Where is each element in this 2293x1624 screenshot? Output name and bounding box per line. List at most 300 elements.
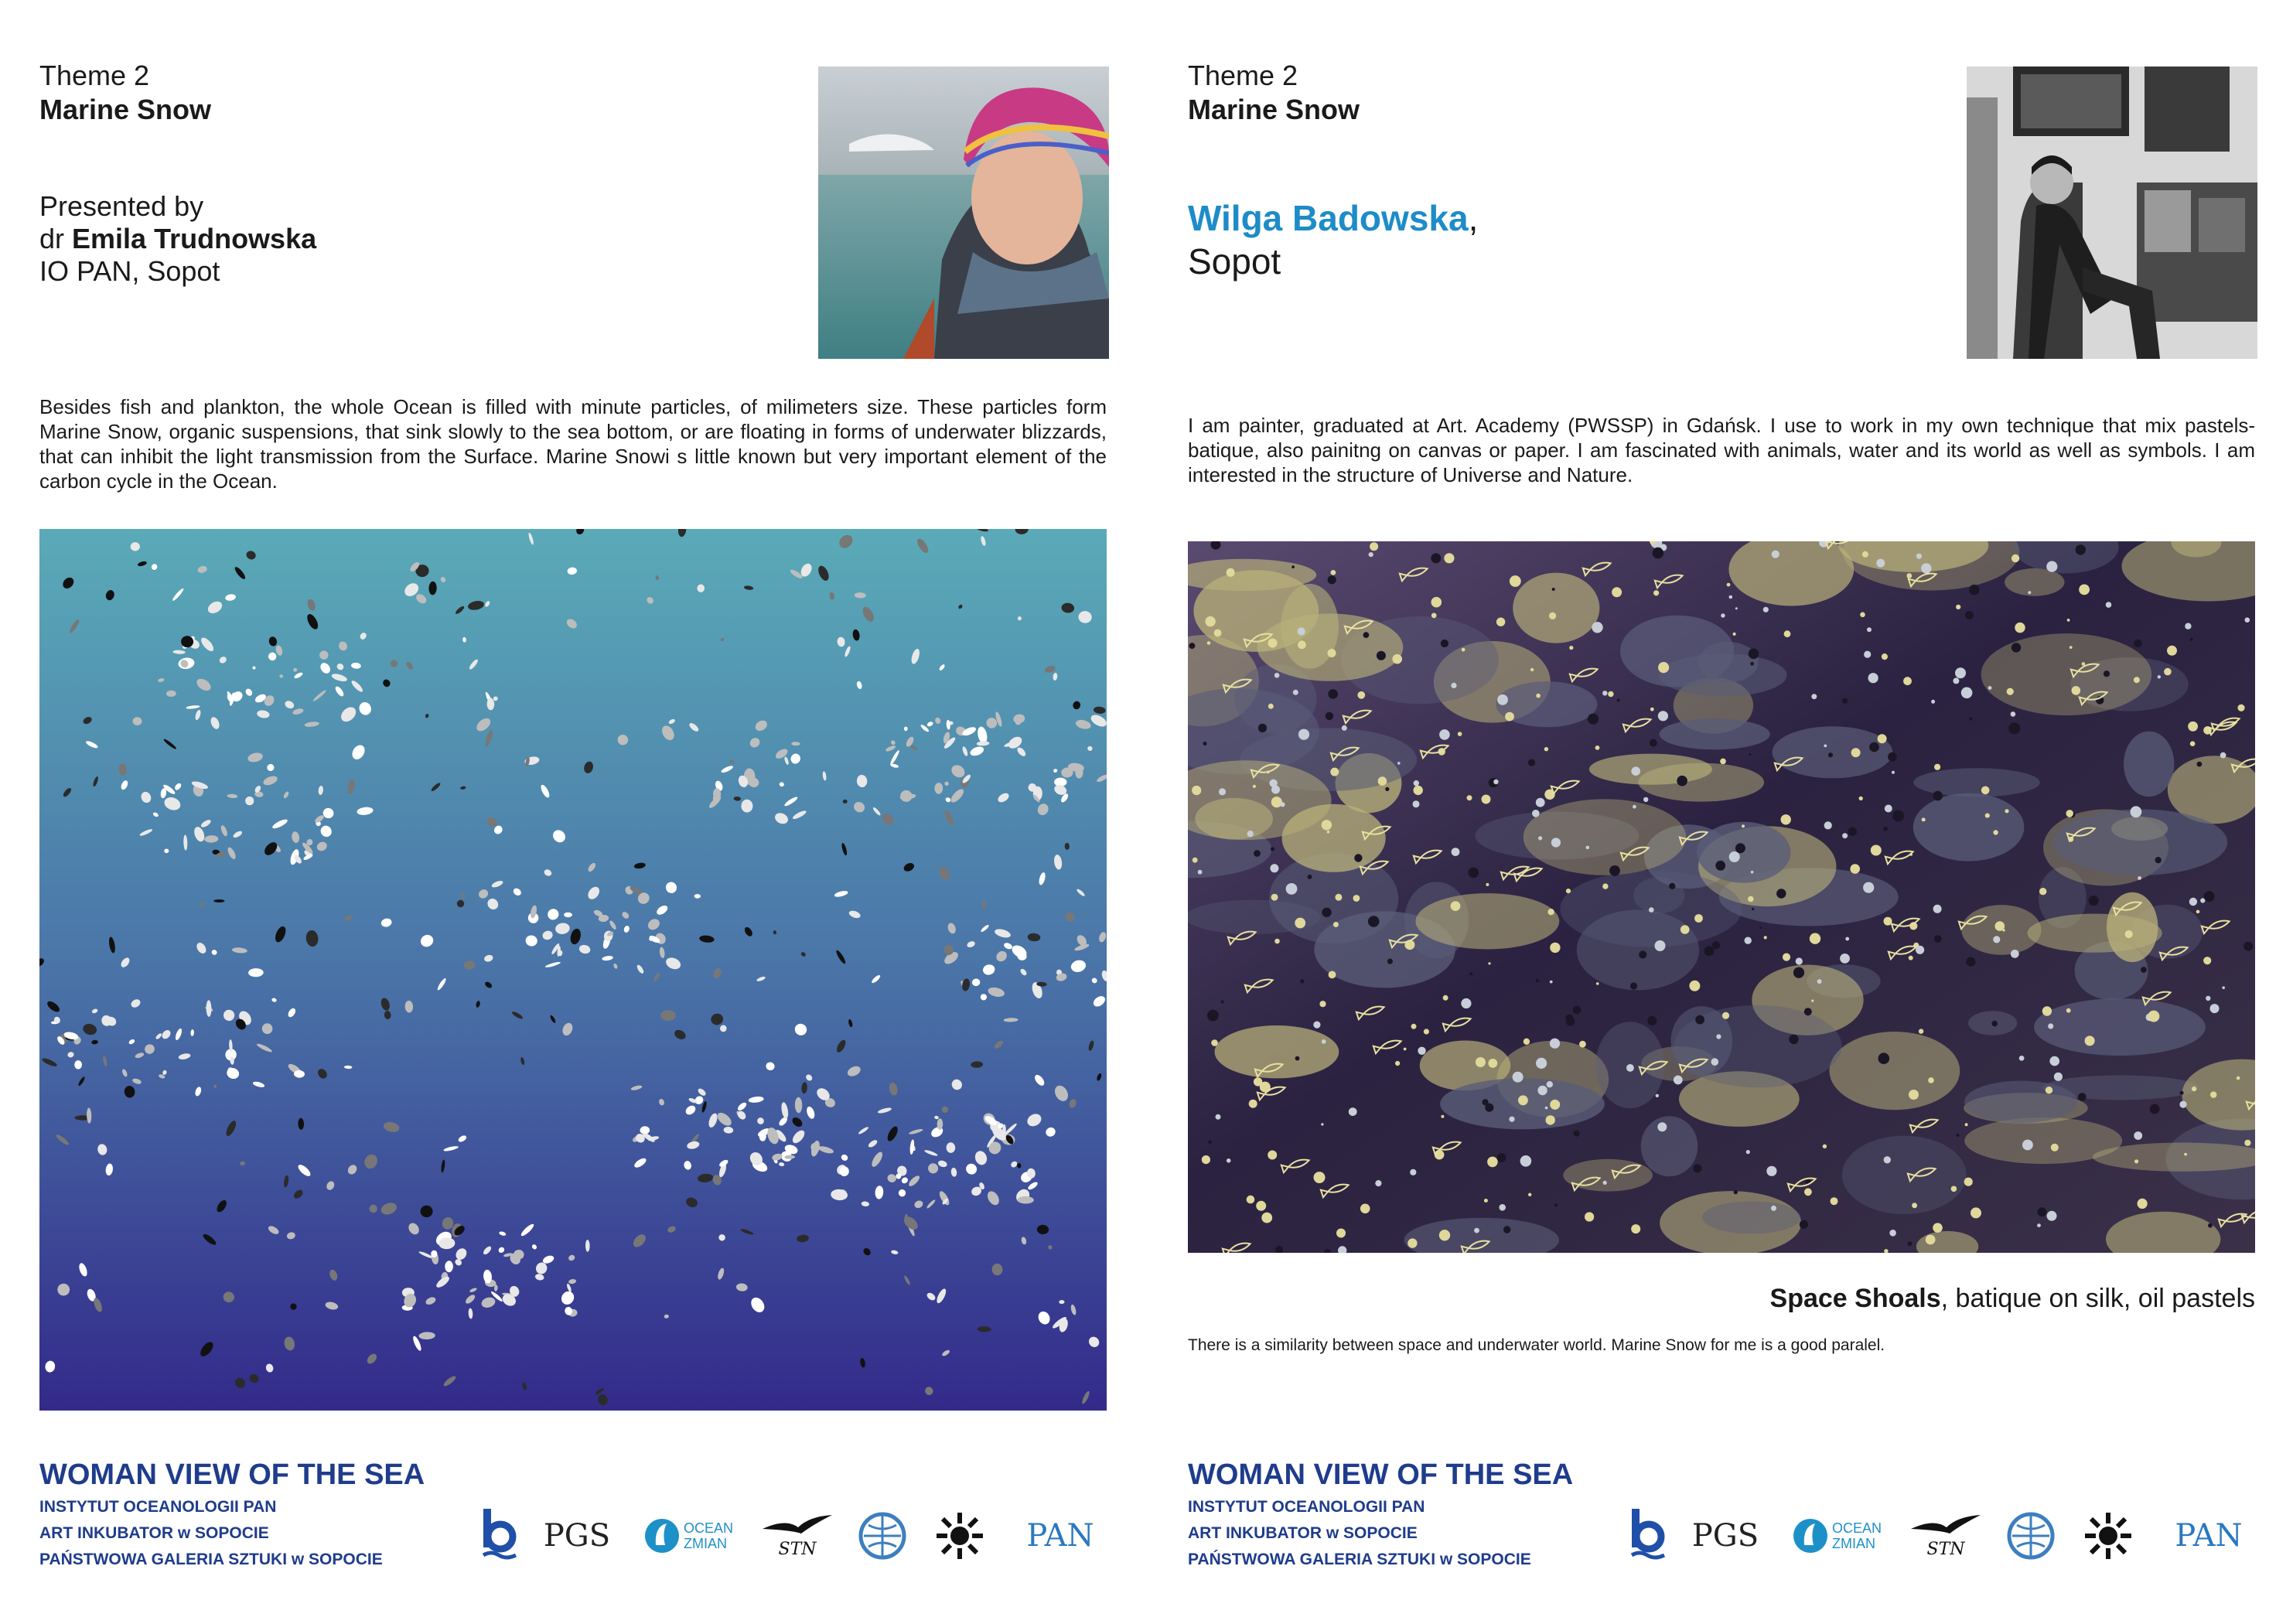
batik-speck xyxy=(1510,575,1521,587)
batik-speck xyxy=(1274,939,1280,944)
batik-speck xyxy=(1988,686,1992,690)
batik-speck xyxy=(2164,668,2172,676)
batik-speck xyxy=(1536,1058,1547,1069)
batik-speck xyxy=(1462,648,1466,652)
sun-emblem-icon xyxy=(933,1505,987,1567)
batik-speck xyxy=(1934,935,1942,943)
batik-speck xyxy=(2206,996,2210,1001)
batik-speck xyxy=(1467,795,1472,800)
batik-speck xyxy=(1993,936,2000,943)
pgs-logo: PGS xyxy=(543,1518,611,1554)
batik-speck xyxy=(1735,843,1745,853)
batik-patch xyxy=(1773,726,1893,778)
batik-speck xyxy=(1375,1180,1381,1186)
batik-speck xyxy=(1205,616,1215,626)
batik-speck xyxy=(2046,561,2057,572)
batik-speck xyxy=(2078,1093,2087,1101)
batik-speck xyxy=(1219,788,1226,795)
batik-speck xyxy=(1633,805,1636,809)
batik-speck xyxy=(1669,883,1675,889)
artwork-title: Space Shoals xyxy=(1769,1284,1941,1313)
batik-speck xyxy=(1329,971,1336,979)
batik-speck xyxy=(1650,739,1657,747)
batik-speck xyxy=(1451,683,1456,688)
batik-speck xyxy=(1934,764,1940,770)
footer-line-2: ART INKUBATOR w SOPOCIE xyxy=(39,1524,269,1542)
batik-speck xyxy=(1496,618,1505,626)
batik-speck xyxy=(2196,910,2200,914)
footer-title: WOMAN VIEW OF THE SEA xyxy=(39,1459,425,1491)
batik-speck xyxy=(1995,921,2005,931)
batik-speck xyxy=(2019,1056,2025,1061)
batik-speck xyxy=(2222,986,2225,989)
batik-speck xyxy=(1528,1193,1531,1196)
batik-speck xyxy=(1921,563,1931,573)
batik-speck xyxy=(2180,1091,2184,1095)
batik-speck xyxy=(1595,745,1600,750)
artist-note: There is a similarity between space and underwater world. Marine Snow for me is a good paralel. xyxy=(1188,1336,1885,1354)
batik-speck xyxy=(1609,865,1620,876)
batik-speck xyxy=(2076,544,2086,554)
batik-patch xyxy=(1913,793,2025,861)
batik-speck xyxy=(1643,797,1648,802)
batik-speck xyxy=(1933,791,1943,801)
footer-line-3: PAŃSTWOWA GALERIA SZTUKI w SOPOCIE xyxy=(1188,1551,1531,1568)
batik-speck xyxy=(2125,930,2133,938)
batik-speck xyxy=(1319,1001,1326,1007)
batik-speck xyxy=(1876,559,1885,568)
batik-speck xyxy=(1254,850,1261,857)
batik-speck xyxy=(1258,724,1267,732)
batik-speck xyxy=(1249,1100,1257,1108)
batik-speck xyxy=(1909,956,1913,960)
batik-speck xyxy=(1656,1094,1659,1097)
batik-speck xyxy=(1271,894,1278,901)
batik-speck xyxy=(1545,1107,1548,1110)
batik-speck xyxy=(2085,1035,2095,1046)
batik-speck xyxy=(1357,691,1365,699)
ocean-wave-icon xyxy=(645,1514,679,1557)
batik-speck xyxy=(1961,687,1973,699)
batik-speck xyxy=(1313,1022,1320,1029)
batik-speck xyxy=(1793,967,1804,978)
batik-speck xyxy=(1377,651,1386,660)
footer-title: WOMAN VIEW OF THE SEA xyxy=(1188,1459,1574,1491)
batik-speck xyxy=(1969,585,1979,595)
batik-speck xyxy=(2011,554,2019,562)
batik-speck xyxy=(1488,962,1490,964)
left-panel xyxy=(39,0,1107,1624)
snow-particle xyxy=(74,1060,82,1069)
batik-speck xyxy=(2189,898,2197,906)
batik-speck xyxy=(1889,1230,1896,1237)
batik-speck xyxy=(1586,846,1590,850)
batik-speck xyxy=(1693,1164,1701,1172)
batik-speck xyxy=(1554,1203,1558,1206)
batik-speck xyxy=(1493,780,1498,784)
batik-speck xyxy=(1518,1095,1528,1105)
batik-speck xyxy=(2141,967,2147,973)
batik-speck xyxy=(1536,979,1539,982)
batik-speck xyxy=(1750,662,1754,666)
batik-speck xyxy=(1330,768,1339,776)
batik-speck xyxy=(2197,762,2203,767)
batik-speck xyxy=(1763,607,1769,612)
batik-speck xyxy=(2134,677,2140,683)
batik-speck xyxy=(2208,1223,2213,1228)
batik-speck xyxy=(2244,1140,2250,1146)
batik-speck xyxy=(2008,722,2020,734)
batik-patch xyxy=(1660,718,1770,749)
snow-particle xyxy=(843,800,848,803)
batik-speck xyxy=(1933,1223,1943,1233)
batik-speck xyxy=(1544,747,1548,751)
batik-speck xyxy=(1461,998,1471,1008)
batik-speck xyxy=(2051,1144,2059,1151)
batik-speck xyxy=(1326,712,1333,720)
batik-speck xyxy=(1824,821,1832,829)
batik-speck xyxy=(1203,742,1207,745)
batik-speck xyxy=(1746,1150,1750,1154)
batik-speck xyxy=(1969,717,1972,720)
batik-speck xyxy=(1497,1153,1506,1162)
batik-speck xyxy=(1650,708,1654,711)
batik-speck xyxy=(2244,942,2253,951)
batik-speck xyxy=(1418,1047,1425,1055)
batik-speck xyxy=(1823,1145,1827,1148)
artist-comma: , xyxy=(1468,198,1479,238)
batik-speck xyxy=(1193,858,1198,863)
batik-speck xyxy=(1655,940,1666,951)
ocean-logo-line-1: OCEAN xyxy=(683,1520,733,1536)
batik-speck xyxy=(2184,1153,2187,1156)
batik-speck xyxy=(1211,1039,1218,1046)
batik-patch xyxy=(1215,1025,1339,1078)
batik-speck xyxy=(1926,1235,1936,1245)
batik-speck xyxy=(1353,895,1360,902)
batik-speck xyxy=(2046,1087,2052,1093)
presenter-photo xyxy=(818,67,1109,359)
batik-speck xyxy=(2150,1104,2160,1114)
batik-speck xyxy=(1370,542,1378,551)
batik-speck xyxy=(1538,836,1542,840)
batik-speck xyxy=(1469,972,1472,975)
batik-speck xyxy=(1532,810,1540,817)
batik-speck xyxy=(1677,776,1687,786)
batik-speck xyxy=(1771,1206,1776,1211)
batik-speck xyxy=(1271,786,1280,794)
batik-speck xyxy=(2070,646,2073,649)
batik-speck xyxy=(1528,759,1535,766)
batik-speck xyxy=(1336,1229,1346,1238)
batik-patch xyxy=(1513,573,1599,643)
batik-speck xyxy=(2192,1087,2196,1091)
batik-speck xyxy=(2210,1091,2216,1097)
batik-speck xyxy=(2011,950,2019,958)
batik-speck xyxy=(1749,753,1752,756)
batik-speck xyxy=(1716,1034,1721,1039)
batik-speck xyxy=(1573,1006,1582,1015)
batik-speck xyxy=(1878,1053,1890,1064)
batik-speck xyxy=(1953,677,1959,684)
batik-speck xyxy=(1513,1072,1524,1083)
batik-speck xyxy=(1985,814,1990,818)
batik-speck xyxy=(1227,1158,1231,1163)
batik-speck xyxy=(1631,766,1640,776)
batik-speck xyxy=(2190,638,2193,641)
batik-patch xyxy=(2124,732,2174,797)
batik-speck xyxy=(1247,831,1254,837)
batik-speck xyxy=(1811,1000,1814,1002)
batik-patch xyxy=(1659,654,1787,697)
batik-speck xyxy=(2037,1223,2041,1227)
batik-speck xyxy=(1766,1166,1776,1176)
batik-speck xyxy=(1566,889,1571,893)
batik-speck xyxy=(1485,1104,1493,1112)
batik-speck xyxy=(2131,806,2142,817)
batik-speck xyxy=(1476,1057,1486,1067)
batik-speck xyxy=(1748,896,1754,902)
batik-speck xyxy=(1951,1186,1957,1192)
stn-logo: STN xyxy=(1911,1505,1981,1567)
batik-patch xyxy=(1981,633,2152,715)
batik-speck xyxy=(1270,864,1278,872)
presenter-line xyxy=(39,223,316,255)
batik-speck xyxy=(2005,809,2008,813)
batik-speck xyxy=(1331,570,1336,575)
batik-speck xyxy=(1965,611,1974,619)
batik-speck xyxy=(1414,786,1423,795)
batik-patch xyxy=(1524,799,1686,875)
footer-line-3: PAŃSTWOWA GALERIA SZTUKI w SOPOCIE xyxy=(39,1551,383,1568)
batik-speck xyxy=(2179,1101,2186,1108)
batik-speck xyxy=(1360,1204,1370,1214)
description-text: I am painter, graduated at Art. Academy (PWSSP) in Gdańsk. I use to work in my own technique that mix pastels- batique, also painitng on canvas or paper. I am fascinated with animals, water and its world as well as symbols. I am interested in the structure of Universe and Nature. xyxy=(1188,414,2255,486)
batik-speck xyxy=(1368,916,1380,927)
batik-speck xyxy=(1733,633,1736,636)
batik-patch xyxy=(1416,893,1560,949)
batik-speck xyxy=(1253,785,1256,788)
batik-speck xyxy=(1207,641,1211,645)
batik-speck xyxy=(1842,833,1848,838)
batik-speck xyxy=(1392,654,1402,664)
batik-speck xyxy=(1617,699,1620,702)
batik-speck xyxy=(1711,1058,1719,1066)
batik-speck xyxy=(1482,795,1491,804)
batik-speck xyxy=(1871,845,1882,856)
batik-speck xyxy=(1810,933,1820,944)
batik-speck xyxy=(1328,649,1336,657)
snow-particle xyxy=(1059,1300,1064,1304)
batik-speck xyxy=(1712,941,1720,949)
right-panel xyxy=(1188,0,2255,1624)
batik-speck xyxy=(1729,851,1740,862)
batik-speck xyxy=(2190,741,2196,746)
batik-speck xyxy=(2134,640,2141,647)
artist-name-line xyxy=(1188,196,1478,240)
batik-speck xyxy=(2007,688,2014,695)
batik-speck xyxy=(1859,797,1863,800)
batik-speck xyxy=(1694,914,1703,923)
batik-speck xyxy=(1443,995,1448,1001)
batik-speck xyxy=(1487,1157,1498,1168)
batik-speck xyxy=(1546,1115,1555,1124)
batik-speck xyxy=(1966,957,1975,967)
batik-speck xyxy=(1369,552,1373,557)
batik-speck xyxy=(1596,982,1599,985)
batik-speck xyxy=(1869,742,1879,752)
batik-speck xyxy=(2042,1006,2052,1015)
batik-speck xyxy=(1499,1204,1506,1211)
footer-line-1: INSTYTUT OCEANOLOGII PAN xyxy=(39,1498,277,1516)
batik-speck xyxy=(1796,957,1803,964)
batik-speck xyxy=(2220,752,2226,759)
batik-speck xyxy=(1783,954,1790,961)
batik-speck xyxy=(1908,1241,1913,1246)
batik-speck xyxy=(1922,817,1926,821)
batik-speck xyxy=(1588,714,1599,725)
batik-speck xyxy=(2106,602,2112,608)
batik-speck xyxy=(2067,619,2070,622)
batik-speck xyxy=(1955,667,1966,678)
ocean-wave-icon xyxy=(1793,1514,1827,1557)
batik-speck xyxy=(2066,1008,2071,1013)
batik-patch xyxy=(1913,768,2040,797)
batik-speck xyxy=(1695,1015,1704,1025)
batik-speck xyxy=(2204,891,2215,902)
batik-speck xyxy=(1268,1151,1277,1160)
batik-speck xyxy=(1354,854,1362,861)
ocean-zmian-logo xyxy=(1787,1505,1888,1567)
batik-patch xyxy=(2034,998,2206,1056)
batik-speck xyxy=(2082,662,2086,666)
batik-speck xyxy=(2048,1023,2053,1029)
batik-speck xyxy=(1397,762,1401,765)
batik-speck xyxy=(1327,831,1330,834)
ocean-logo-line-1: OCEAN xyxy=(1831,1520,1882,1536)
batik-speck xyxy=(1933,905,1942,913)
batik-speck xyxy=(1840,954,1850,964)
batik-speck xyxy=(1749,649,1759,660)
batik-speck xyxy=(1784,630,1791,637)
batik-speck xyxy=(2210,1004,2220,1013)
batik-speck xyxy=(1550,981,1553,984)
batik-speck xyxy=(1308,875,1312,879)
batik-speck xyxy=(1530,668,1534,671)
batik-speck xyxy=(2054,1073,2063,1081)
batik-speck xyxy=(1295,1056,1300,1061)
batik-speck xyxy=(1848,827,1857,836)
theme-title: Marine Snow xyxy=(39,94,212,125)
batik-speck xyxy=(1208,1140,1212,1144)
batik-speck xyxy=(1413,800,1420,807)
batik-speck xyxy=(2203,957,2211,964)
batik-speck xyxy=(1863,882,1874,893)
batik-speck xyxy=(1503,1226,1510,1233)
batik-speck xyxy=(1653,590,1659,595)
batik-speck xyxy=(1817,979,1822,984)
batik-speck xyxy=(1715,861,1725,871)
batik-speck xyxy=(1505,712,1514,722)
batik-speck xyxy=(1268,704,1274,709)
batik-speck xyxy=(1892,810,1904,822)
batik-speck xyxy=(1202,1155,1210,1164)
batik-speck xyxy=(1781,814,1791,824)
batik-speck xyxy=(1295,918,1305,929)
batik-speck xyxy=(1484,1199,1488,1203)
batik-speck xyxy=(1189,643,1195,649)
batik-speck xyxy=(1292,565,1295,568)
batik-speck xyxy=(1342,725,1347,731)
batik-speck xyxy=(1411,1024,1417,1029)
batik-speck xyxy=(1207,1010,1219,1022)
batik-speck xyxy=(1322,1039,1326,1044)
artist-name: Wilga Badowska xyxy=(1188,198,1469,238)
batik-speck xyxy=(1888,752,1897,762)
batik-speck xyxy=(1349,1107,1357,1116)
batik-speck xyxy=(1387,959,1393,964)
batik-speck xyxy=(1474,1228,1479,1233)
theme-title: Marine Snow xyxy=(1188,94,1360,125)
batik-speck xyxy=(1862,551,1868,558)
snow-particle xyxy=(759,1131,766,1141)
batik-speck xyxy=(1274,673,1280,678)
batik-speck xyxy=(2104,670,2110,677)
batik-speck xyxy=(1268,639,1278,648)
batik-speck xyxy=(1328,689,1338,699)
batik-speck xyxy=(1524,1039,1530,1045)
batik-speck xyxy=(2188,722,2198,732)
presenter-prefix: dr xyxy=(39,223,65,254)
batik-speck xyxy=(1957,1134,1960,1137)
batik-speck xyxy=(1451,901,1461,911)
batik-speck xyxy=(1752,908,1754,910)
batik-speck xyxy=(1603,1181,1607,1185)
batik-speck xyxy=(2072,686,2081,695)
batik-speck xyxy=(2185,623,2191,629)
batik-speck xyxy=(1608,691,1613,697)
batik-speck xyxy=(1537,1086,1547,1095)
batik-speck xyxy=(2138,876,2141,880)
batik-speck xyxy=(1772,551,1779,558)
batik-speck xyxy=(1764,936,1767,939)
ocean-logo-line-2: ZMIAN xyxy=(1831,1536,1875,1551)
batik-speck xyxy=(1335,894,1342,901)
batik-speck xyxy=(1867,627,1872,632)
batik-speck xyxy=(1824,745,1827,748)
batik-speck xyxy=(1585,1212,1594,1221)
pan-logo: PAN xyxy=(2175,1518,2243,1554)
batik-speck xyxy=(1681,925,1690,934)
batik-speck xyxy=(1547,909,1554,915)
batik-speck xyxy=(1657,1122,1667,1131)
batik-speck xyxy=(2134,1159,2138,1163)
batik-speck xyxy=(1800,1220,1808,1229)
batik-speck xyxy=(1441,1115,1444,1118)
batik-speck xyxy=(1776,889,1786,898)
batik-speck xyxy=(2167,646,2177,656)
batik-speck xyxy=(1912,1203,1917,1208)
batik-speck xyxy=(1804,1008,1812,1015)
bird-icon xyxy=(763,1513,832,1540)
batik-patch xyxy=(1702,1201,1801,1233)
batik-patch xyxy=(1964,1117,2122,1164)
batik-speck xyxy=(1298,627,1305,635)
batik-speck xyxy=(2038,1207,2047,1216)
batik-speck xyxy=(1884,1156,1891,1163)
batik-speck xyxy=(1903,677,1912,685)
batik-speck xyxy=(1759,926,1762,929)
